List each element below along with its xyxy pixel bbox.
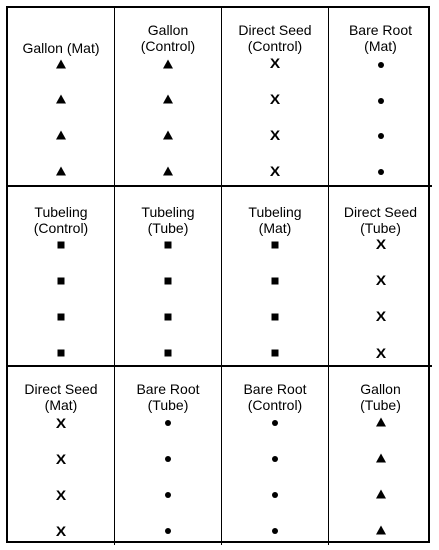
plot-label-line: Direct Seed bbox=[343, 204, 418, 220]
square-marker bbox=[58, 242, 65, 249]
plot-label-line: Gallon bbox=[360, 381, 401, 397]
triangle-marker bbox=[376, 418, 386, 427]
dot-marker bbox=[378, 169, 384, 175]
plot-label bbox=[222, 381, 328, 413]
square-marker bbox=[165, 314, 172, 321]
plot-gallon-control bbox=[115, 8, 222, 187]
plot-label-line: Tubeling bbox=[141, 204, 195, 220]
dot-marker bbox=[272, 456, 278, 462]
plot-label-line: Bare Root bbox=[243, 381, 307, 397]
plot-label bbox=[329, 22, 432, 54]
plot-label bbox=[115, 22, 221, 54]
plot-label-line: Direct Seed bbox=[24, 381, 98, 397]
plot-label bbox=[329, 204, 432, 236]
plot-label-line: Tubeling bbox=[248, 204, 302, 220]
dot-marker bbox=[272, 492, 278, 498]
x-marker: X bbox=[55, 451, 67, 467]
dot-marker bbox=[165, 492, 171, 498]
plot-label-line: (Tube) bbox=[360, 397, 401, 413]
plot-label-line: Gallon (Mat) bbox=[22, 40, 100, 56]
square-marker bbox=[58, 314, 65, 321]
triangle-marker bbox=[376, 490, 386, 499]
triangle-marker bbox=[56, 95, 66, 104]
plot-tubeling-mat bbox=[222, 187, 329, 367]
plot-label bbox=[115, 381, 221, 413]
plot-label-line: Tubeling bbox=[34, 204, 88, 220]
triangle-marker bbox=[163, 131, 173, 140]
plot-label bbox=[8, 204, 114, 236]
triangle-marker bbox=[376, 454, 386, 463]
square-marker bbox=[272, 242, 279, 249]
plot-direct-seed-tube bbox=[329, 187, 432, 367]
square-marker bbox=[58, 350, 65, 357]
plot-label bbox=[329, 381, 432, 413]
x-marker: X bbox=[269, 91, 281, 107]
square-marker bbox=[272, 350, 279, 357]
plot-label-line: (Control) bbox=[247, 38, 303, 54]
plot-tubeling-control bbox=[8, 187, 115, 367]
square-marker bbox=[165, 278, 172, 285]
x-marker: X bbox=[55, 523, 67, 539]
dot-marker bbox=[272, 528, 278, 534]
plot-label bbox=[8, 40, 114, 56]
square-marker bbox=[165, 242, 172, 249]
dot-marker bbox=[272, 420, 278, 426]
x-marker: X bbox=[375, 236, 386, 252]
plot-label bbox=[8, 381, 114, 413]
x-marker: X bbox=[269, 127, 281, 143]
triangle-marker bbox=[163, 167, 173, 176]
triangle-marker bbox=[376, 526, 386, 535]
plot-bare-root-control bbox=[222, 367, 329, 545]
triangle-marker bbox=[56, 167, 66, 176]
square-marker bbox=[58, 278, 65, 285]
dot-marker bbox=[165, 420, 171, 426]
plot-label-line: (Tube) bbox=[147, 397, 189, 413]
plot-direct-seed-mat bbox=[8, 367, 115, 545]
dot-marker bbox=[165, 456, 171, 462]
plot-bare-root-tube bbox=[115, 367, 222, 545]
dot-marker bbox=[378, 98, 384, 104]
plot-label-line: (Tube) bbox=[147, 220, 189, 236]
plot-label-line: Bare Root bbox=[348, 22, 413, 38]
x-marker: X bbox=[375, 272, 386, 288]
plot-label-line: (Tube) bbox=[360, 220, 401, 236]
plot-gallon-tube bbox=[329, 367, 432, 545]
x-marker: X bbox=[375, 308, 386, 324]
plot-label-line: Direct Seed bbox=[238, 22, 312, 38]
plot-label-line: Bare Root bbox=[136, 381, 200, 397]
x-marker: X bbox=[269, 55, 281, 71]
square-marker bbox=[272, 278, 279, 285]
x-marker: X bbox=[55, 415, 67, 431]
triangle-marker bbox=[56, 131, 66, 140]
triangle-marker bbox=[56, 60, 66, 69]
plot-label-line: Gallon bbox=[147, 22, 189, 38]
plot-label-line: (Control) bbox=[140, 38, 196, 54]
square-marker bbox=[272, 314, 279, 321]
plot-label bbox=[222, 22, 328, 54]
x-marker: X bbox=[375, 345, 386, 361]
plot-bare-root-mat bbox=[329, 8, 432, 187]
plot-label-line: (Mat) bbox=[364, 38, 397, 54]
triangle-marker bbox=[163, 60, 173, 69]
plot-direct-seed-control bbox=[222, 8, 329, 187]
plot-label-line: (Control) bbox=[33, 220, 89, 236]
dot-marker bbox=[378, 133, 384, 139]
x-marker: X bbox=[55, 487, 67, 503]
planting-layout-grid bbox=[6, 6, 430, 543]
triangle-marker bbox=[163, 95, 173, 104]
plot-label-line: (Mat) bbox=[258, 220, 292, 236]
plot-label-line: (Mat) bbox=[44, 397, 78, 413]
x-marker: X bbox=[269, 163, 281, 179]
square-marker bbox=[165, 350, 172, 357]
plot-label bbox=[222, 204, 328, 236]
dot-marker bbox=[165, 528, 171, 534]
plot-label bbox=[115, 204, 221, 236]
dot-marker bbox=[378, 62, 384, 68]
plot-tubeling-tube bbox=[115, 187, 222, 367]
plot-label-line: (Control) bbox=[247, 397, 303, 413]
plot-gallon-mat bbox=[8, 8, 115, 187]
